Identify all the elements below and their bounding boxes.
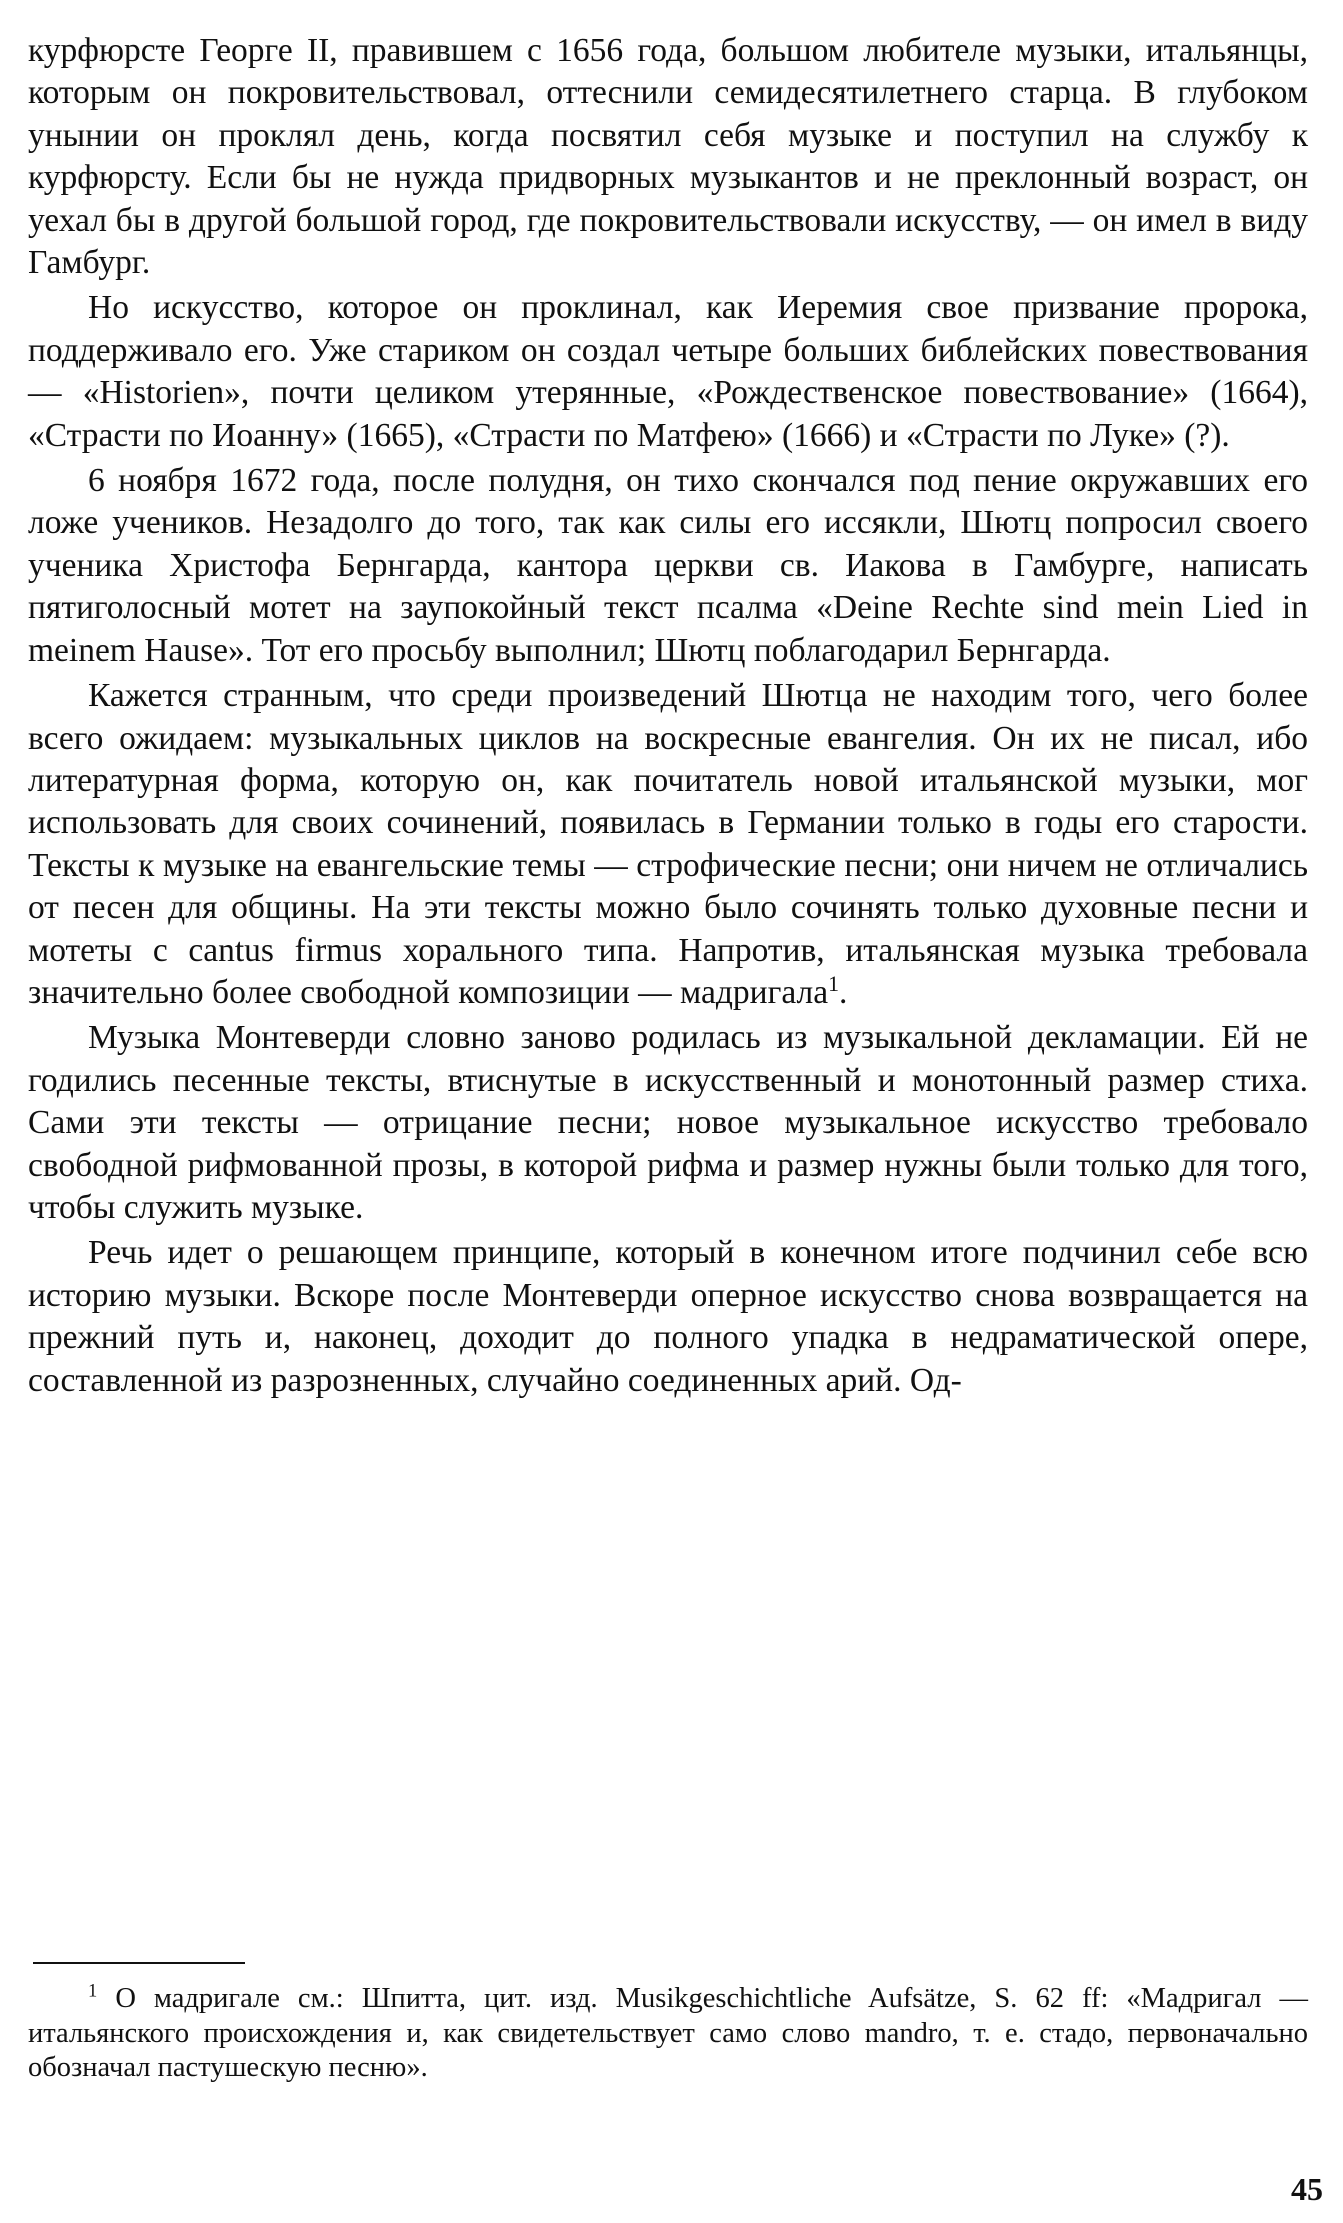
paragraph-end: . [838, 973, 848, 1011]
paragraph: Музыка Монтеверди словно заново родилась из музыкальной декламации. Ей не годились песенные тексты, втиснутые в искусственный и монотонный размер стиха. Сами эти тексты — отрицание песни; новое музыкальное искусство требовало свободной рифмованной прозы, в которой рифма и размер нужны были только для того, чтобы служить музыке. [28, 1019, 1308, 1226]
page-body [28, 30, 1308, 1402]
paragraph [28, 675, 1308, 1014]
footnote-reference[interactable]: 1 [828, 971, 839, 996]
paragraph: Но искусство, которое он проклинал, как Иеремия свое призвание пророка, поддерживало его. Уже стариком он создал четыре больших библейских повествования — «Historien», почти целиком утерянные, «Рождественское повествование» (1664), «Страсти по Иоанну» (1665), «Страсти по Матфею» (1666) и «Страсти по Луке» (?). [28, 289, 1308, 454]
paragraph: Речь идет о решающем принципе, который в конечном итоге подчинил себе всю историю музыки. Вскоре после Монтеверди оперное искусство снова возвращается на прежний путь и, наконец, доходит до полного упадка в недраматической опере, составленной из разрозненных, случайно соединенных арий. Од- [28, 1234, 1308, 1399]
page-number: 45 [1291, 2171, 1323, 2207]
footnote-text: О мадригале см.: Шпитта, цит. изд. Musikgeschichtliche Aufsätze, S. 62 ff: «Мадригал — итальянского происхождения и, как свидетельствует само слово mandro, т. е. стадо, первоначально обозначал пастушескую песню». [28, 1983, 1308, 2083]
paragraph: курфюрсте Георге II, правившем с 1656 года, большом любителе музыки, итальянцы, которым он покровительствовал, оттеснили семидесятилетнего старца. В глубоком унынии он проклял день, когда посвятил себя музыке и поступил на службу к курфюрсту. Если бы не нужда придворных музыкантов и не преклонный возраст, он уехал бы в другой большой город, где покровительствовали искусству, — он имел в виду Гамбург. [28, 32, 1308, 282]
footnote [28, 1982, 1308, 2086]
footnote-divider [33, 1962, 245, 1964]
paragraph-text: Кажется странным, что среди произведений Шютца не находим того, чего более всего ожидаем: музыкальных циклов на воскресные евангелия. Он их не писал, ибо литературная форма, которую он, как почитатель новой итальянской музыки, мог использовать для своих сочинений, появилась в Германии только в годы его старости. Тексты к музыке на евангельские темы — строфические песни; они ничем не отличались от песен для общины. На эти тексты можно было сочинять только духовные песни и мотеты с cantus firmus хорального типа. Напротив, итальянская музыка требовала значительно более свободной композиции — мадригала [28, 677, 1308, 1011]
footnote-marker: 1 [88, 1980, 98, 2002]
paragraph: 6 ноября 1672 года, после полудня, он тихо скончался под пение окружавших его ложе учеников. Незадолго до того, так как силы его иссякли, Шютц попросил своего ученика Христофа Бернгарда, кантора церкви св. Иакова в Гамбурге, написать пятиголосный мотет на заупокойный текст псалма «Deine Rechte sind mein Lied in meinem Hause». Тот его просьбу выполнил; Шютц поблагодарил Бернгарда. [28, 462, 1308, 669]
